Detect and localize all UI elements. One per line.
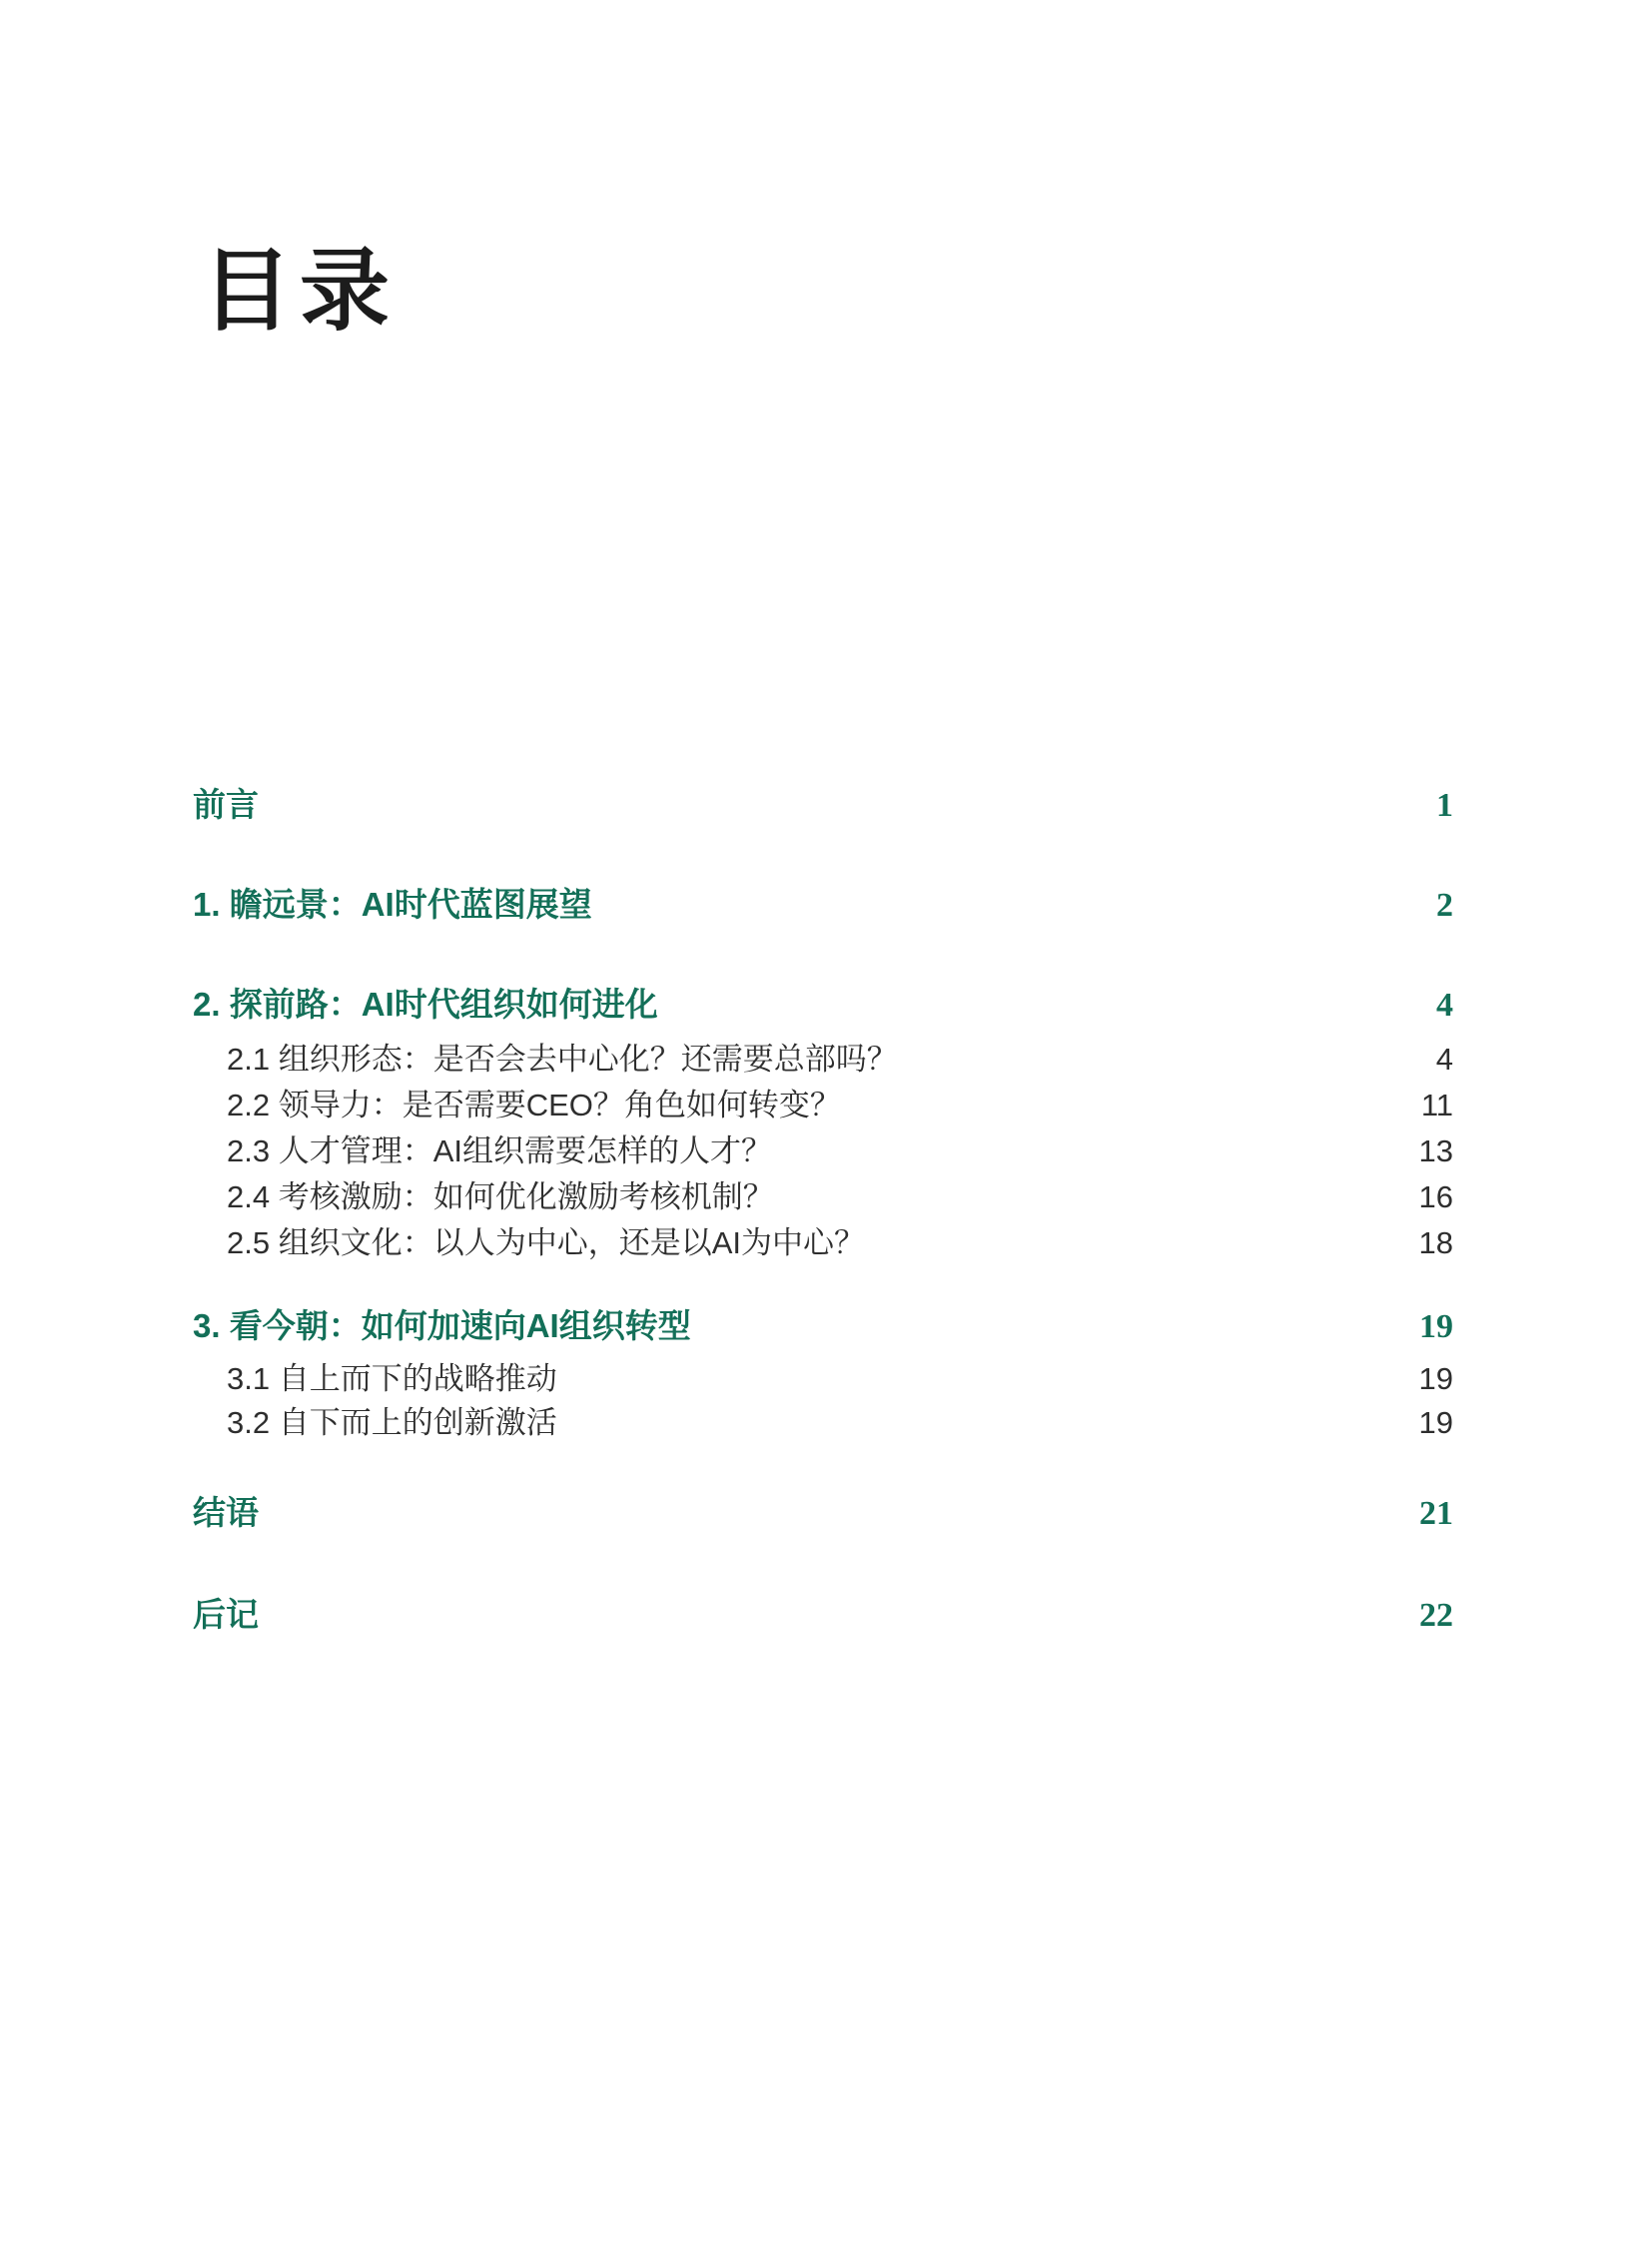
toc-entry-label: 结语 bbox=[193, 1494, 259, 1531]
toc-entry-page: 1 bbox=[1436, 787, 1453, 824]
toc-entry-label: 3.2 自下而上的创新激活 bbox=[227, 1405, 557, 1440]
toc-entry-page: 4 bbox=[1435, 1042, 1453, 1077]
toc-entry-page: 11 bbox=[1420, 1088, 1453, 1122]
toc-entry-label: 3. 看今朝：如何加速向AI组织转型 bbox=[193, 1307, 691, 1344]
toc-entry-label: 2.2 领导力：是否需要CEO？角色如何转变？ bbox=[227, 1088, 841, 1122]
toc-entry-conclusion[interactable] bbox=[193, 1496, 1453, 1532]
toc-entry-page: 19 bbox=[1418, 1405, 1453, 1440]
toc-entry-page: 4 bbox=[1436, 987, 1453, 1024]
toc-entry-label: 2.1 组织形态：是否会去中心化？还需要总部吗？ bbox=[227, 1042, 898, 1077]
toc-entry-page: 18 bbox=[1418, 1225, 1453, 1260]
toc-entry-section-2-1[interactable] bbox=[227, 1044, 1453, 1077]
toc-entry-page: 16 bbox=[1418, 1179, 1453, 1214]
toc-entry-label: 后记 bbox=[193, 1596, 259, 1633]
toc-entry-section-1[interactable] bbox=[193, 888, 1453, 924]
toc-entry-page: 13 bbox=[1418, 1133, 1453, 1168]
toc-entry-section-2-3[interactable] bbox=[227, 1135, 1453, 1168]
toc-entry-section-2-4[interactable] bbox=[227, 1181, 1453, 1214]
toc-entry-page: 19 bbox=[1419, 1308, 1453, 1345]
toc-entry-label: 2.5 组织文化：以人为中心，还是以AI为中心？ bbox=[227, 1225, 865, 1260]
toc-entry-page: 22 bbox=[1419, 1597, 1453, 1634]
toc-entry-label: 2.4 考核激励：如何优化激励考核机制？ bbox=[227, 1179, 774, 1214]
toc-entry-section-2[interactable] bbox=[193, 988, 1453, 1024]
toc-entry-label: 3.1 自上而下的战略推动 bbox=[227, 1361, 557, 1396]
toc-entry-section-3-1[interactable] bbox=[227, 1363, 1453, 1396]
table-of-contents bbox=[193, 0, 1453, 2241]
page-title: 目录 bbox=[202, 243, 398, 343]
toc-entry-section-2-2[interactable] bbox=[227, 1090, 1453, 1122]
toc-entry-label: 2.3 人才管理：AI组织需要怎样的人才？ bbox=[227, 1133, 772, 1168]
toc-entry-label: 前言 bbox=[193, 786, 259, 823]
toc-entry-section-2-5[interactable] bbox=[227, 1227, 1453, 1260]
toc-entry-page: 2 bbox=[1436, 887, 1453, 924]
toc-entry-page: 21 bbox=[1419, 1495, 1453, 1532]
toc-entry-page: 19 bbox=[1418, 1361, 1453, 1396]
toc-entry-label: 2. 探前路：AI时代组织如何进化 bbox=[193, 986, 658, 1023]
toc-entry-postscript[interactable] bbox=[193, 1598, 1453, 1634]
toc-entry-section-3[interactable] bbox=[193, 1309, 1453, 1345]
toc-entry-foreword[interactable] bbox=[193, 788, 1453, 824]
toc-entry-section-3-2[interactable] bbox=[227, 1407, 1453, 1440]
toc-entry-label: 1. 瞻远景：AI时代蓝图展望 bbox=[193, 886, 592, 923]
